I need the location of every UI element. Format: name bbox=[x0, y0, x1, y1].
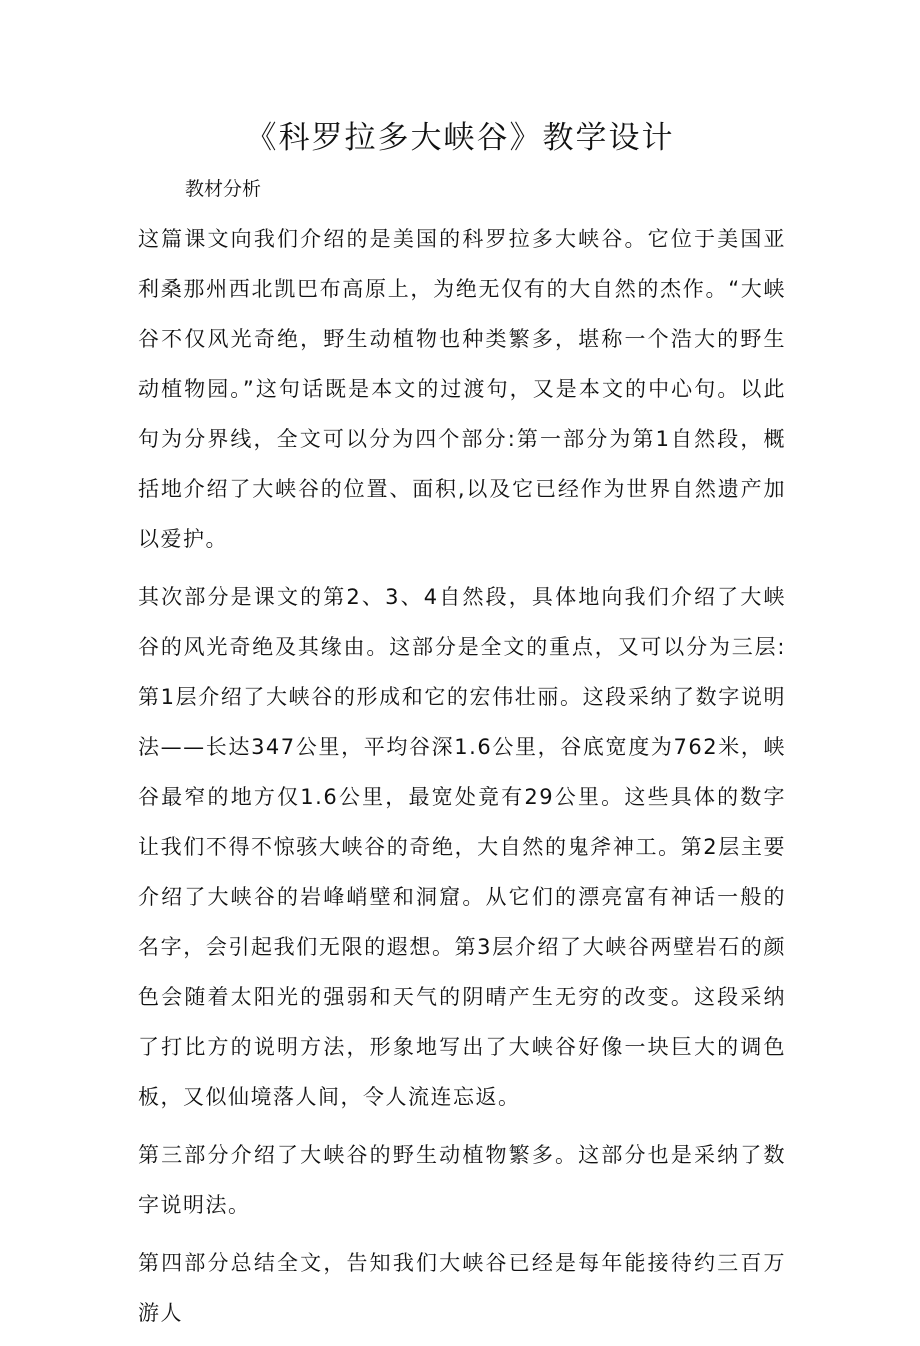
paragraph-3: 第三部分介绍了大峡谷的野生动植物繁多。这部分也是采纳了数字说明法。 bbox=[138, 1143, 786, 1217]
document-body bbox=[138, 214, 786, 1346]
paragraph-4: 第四部分总结全文，告知我们大峡谷已经是每年能接待约三百万游人 bbox=[138, 1251, 786, 1325]
document-title: 《科罗拉多大峡谷》教学设计 bbox=[245, 120, 675, 156]
paragraph-1: 这篇课文向我们介绍的是美国的科罗拉多大峡谷。它位于美国亚利桑那州西北凯巴布高原上，为绝无仅有的大自然的杰作。“大峡谷不仅风光奇绝，野生动植物也种类繁多，堪称一个浩大的野生动植物园。”这句话既是本文的过渡句，又是本文的中心句。以此句为分界线，全文可以分为四个部分:第一部分为第1自然段，概括地介绍了大峡谷的位置、面积,以及它已经作为世界自然遗产加以爱护。 bbox=[138, 227, 786, 551]
paragraph-2: 其次部分是课文的第2、3、4自然段，具体地向我们介绍了大峡谷的风光奇绝及其缘由。这部分是全文的重点，又可以分为三层:第1层介绍了大峡谷的形成和它的宏伟壮丽。这段采纳了数字说明法——长达347公里，平均谷深1.6公里，谷底宽度为762米，峡谷最窄的地方仅1.6公里，最宽处竟有29公里。这些具体的数字让我们不得不惊骇大峡谷的奇绝，大自然的鬼斧神工。第2层主要介绍了大峡谷的岩峰峭壁和洞窟。从它们的漂亮富有神话一般的名字，会引起我们无限的遐想。第3层介绍了大峡谷两壁岩石的颜色会随着太阳光的强弱和天气的阴晴产生无穷的改变。这段采纳了打比方的说明方法，形象地写出了大峡谷好像一块巨大的调色板，又似仙境落人间，令人流连忘返。 bbox=[138, 585, 786, 1109]
section-heading: 教材分析 bbox=[185, 178, 262, 200]
